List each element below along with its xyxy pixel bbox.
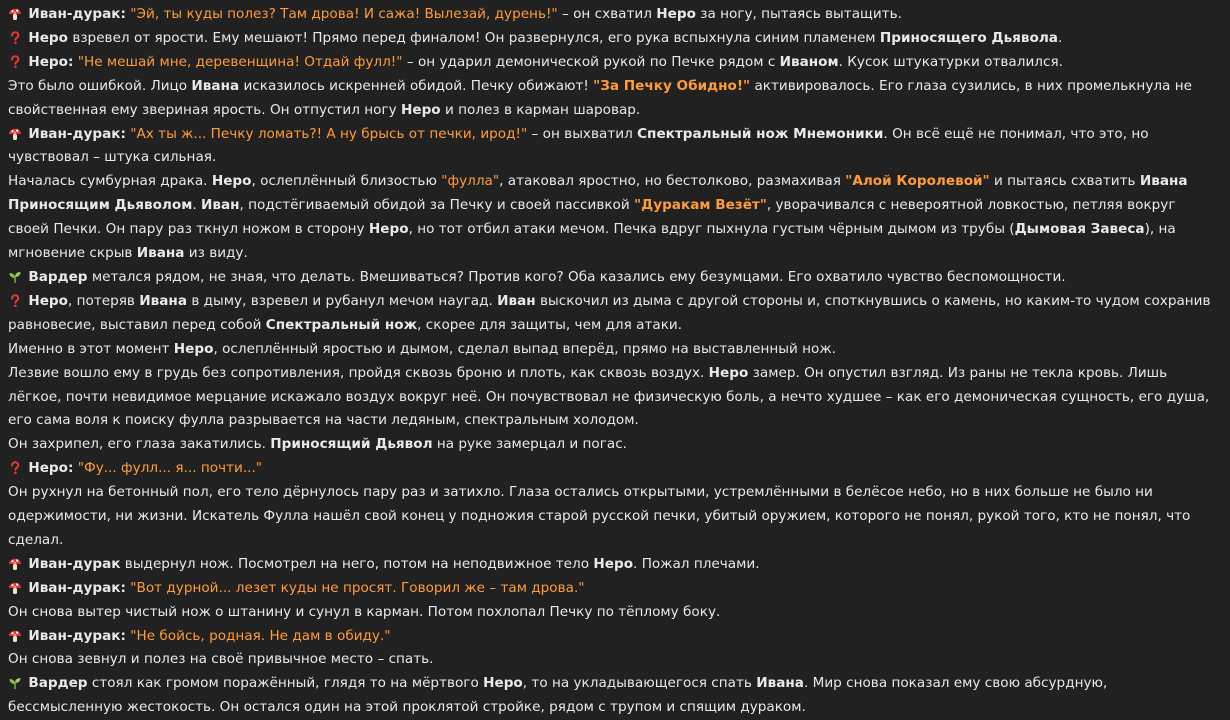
chat-paragraph [8, 433, 1218, 457]
bold-text: Иван [497, 292, 536, 309]
quote-text: "Алой Королевой" [845, 173, 990, 190]
text-span: , ослеплённый яростью и дымом, сделал выпад вперёд, прямо на выставленный нож. [213, 340, 836, 357]
text-span: взревел от ярости. Ему мешают! Прямо перед финалом! Он развернулся, его рука вспыхнула синим пламенем [68, 29, 880, 46]
text-span: – он ударил демонической рукой по Печке рядом с [402, 53, 780, 70]
text-span: замер. Он опустил взгляд. Из раны не текла кровь. Лишь лёгкое, почти невидимое мерцание искажало воздух вокруг неё. Он почувствовал не физическую боль, а нечто худшее – как его демоническая сущность, его душа, его сама воля к поиску фулла разрывается на части ледяным, спектральным холодом. [8, 364, 1210, 429]
text-span: Он захрипел, его глаза закатились. [8, 436, 271, 453]
mushroom-icon [8, 625, 24, 649]
text-span: , ослеплённый близостью [251, 173, 442, 190]
text-span: и полез в карман шаровар. [440, 101, 641, 118]
chat-paragraph [8, 625, 1218, 649]
bold-text: Неро [173, 340, 214, 357]
bold-text: Неро: [28, 460, 74, 477]
chat-paragraph [8, 457, 1218, 481]
text-span: . Мир снова показал ему свою абсурдную, бессмысленную жестокость. Он остался один на этой проклятой стройке, рядом с трупом и спящим дураком. [8, 675, 1108, 716]
text-span: . Пожал плечами. [633, 555, 760, 572]
bold-text: Иван-дурак: [28, 627, 126, 644]
text-span: , скорее для защиты, чем для атаки. [417, 316, 683, 333]
bold-text: Иван [200, 197, 240, 214]
bold-text: Иван-дурак: [28, 579, 126, 596]
quote-text: "За Печку Обидно!" [593, 77, 751, 94]
bold-text: Неро: [28, 53, 74, 70]
text-span: на руке замерцал и погас. [432, 436, 628, 453]
bold-text: Иван-дурак [28, 555, 121, 572]
text-span: Началась сумбурная драка. [8, 173, 212, 190]
quote-text: "Эй, ты куды полез? Там дрова! И сажа! Вылезай, дурень!" [130, 6, 558, 22]
bold-text: Вардер [28, 675, 88, 692]
question-icon [8, 27, 24, 51]
text-span: , атаковал яростно, но бестолково, размахивая [499, 173, 846, 190]
text-span: Он снова вытер чистый нож о штанину и сунул в карман. Потом похлопал Печку по тёплому боку. [8, 603, 721, 620]
text-span: в дыму, взревел и рубанул мечом наугад. [187, 292, 498, 309]
text-span: исказилось искренней обидой. Печку обижают! [239, 77, 594, 94]
text-span: . [192, 197, 201, 214]
text-span: Это было ошибкой. Лицо [8, 77, 192, 94]
text-span: стоял как громом поражённый, глядя то на мёртвого [87, 675, 484, 692]
text-span: активировалось. Его глаза сузились, в них промелькнула не свойственная ему звериная ярость. Он отпустил ногу [8, 77, 1192, 118]
question-icon [8, 290, 24, 314]
quote-text: "Ах ты ж... Печку ломать?! А ну брысь от печки, ирод!" [130, 125, 528, 142]
quote-text: "фулла" [441, 173, 500, 190]
text-span: за ногу, пытаясь вытащить. [695, 6, 902, 22]
bold-text: Неро [211, 173, 252, 190]
text-span: – он схватил [557, 6, 657, 22]
chat-paragraph [8, 577, 1218, 601]
text-span: Он рухнул на бетонный пол, его тело дёрнулось пару раз и затихло. Глаза остались открытыми, устремлёнными в белёсое небо, но в них больше не было ни одержимости, ни жизни. Искатель Фулла нашёл свой конец у подножия старой русской печки, убитый оружием, которого не понял, рукой того, кто не понял, что сделал. [8, 484, 1191, 548]
quote-text: "Не бойсь, родная. Не дам в обиду." [130, 627, 391, 644]
text-span: выдернул нож. Посмотрел на него, потом на неподвижное тело [120, 555, 594, 572]
bold-text: Спектральный нож Мнемоники [637, 125, 884, 142]
text-span: метался рядом, не зная, что делать. Вмешиваться? Против кого? Оба казались ему безумцами. Его охватило чувство беспомощности. [87, 268, 1066, 285]
text-span: Лезвие вошло ему в грудь без сопротивления, пройдя сквозь броню и плоть, как сквозь воздух. [8, 364, 709, 381]
text-span: , уворачивался с невероятной ловкостью, петляя вокруг своей Печки. Он пару раз ткнул ножом в сторону [8, 197, 1176, 238]
quote-text: "Дуракам Везёт" [634, 197, 767, 214]
quote-text: "Вот дурной... лезет куды не просят. Говорил же – там дрова." [130, 579, 585, 596]
chat-paragraph [8, 266, 1218, 290]
bold-text: Неро [400, 101, 441, 118]
bold-text: Ивана [139, 292, 187, 309]
text-span: – он выхватил [527, 125, 638, 142]
chat-paragraph [8, 3, 1218, 27]
sprout-icon [8, 672, 24, 696]
text-span: Именно в этот момент [8, 340, 174, 357]
bold-text: Приносящий Дьявол [270, 436, 433, 453]
chat-paragraph [8, 672, 1218, 720]
text-span: и пытаясь схватить [989, 173, 1140, 190]
bold-text: Ивана [136, 245, 185, 262]
text-span: . Кусок штукатурки отвалился. [838, 53, 1063, 70]
quote-text: "Не мешай мне, деревенщина! Отдай фулл!" [77, 53, 403, 70]
bold-text: Неро [708, 364, 749, 381]
chat-paragraph [8, 481, 1218, 553]
text-span: , потеряв [68, 292, 140, 309]
bold-text: Иван-дурак: [28, 6, 126, 22]
text-span: . Он всё ещё не понимал, что это, но чувствовал – штука сильная. [8, 125, 1149, 166]
bold-text: Дымовая Завеса [1014, 221, 1145, 238]
bold-text: Ивана [191, 77, 240, 94]
chat-paragraph [8, 123, 1218, 171]
chat-paragraph [8, 75, 1218, 123]
bold-text: Приносящего Дьявола [879, 29, 1058, 46]
chat-paragraph [8, 601, 1218, 625]
mushroom-icon [8, 577, 24, 601]
text-span: Он снова зевнул и полез на своё привычное место – спать. [8, 651, 434, 668]
chat-paragraph [8, 51, 1218, 75]
text-span: , то на укладывающегося спать [522, 675, 757, 692]
mushroom-icon [8, 123, 24, 147]
bold-text: Неро [483, 675, 523, 692]
chat-paragraph [8, 27, 1218, 51]
chat-paragraph [8, 290, 1218, 338]
bold-text: Иваном [779, 53, 839, 70]
text-span: из виду. [184, 245, 248, 262]
bold-text: Иван-дурак: [28, 125, 126, 142]
text-span: , но тот отбил атаки мечом. Печка вдруг пыхнула густым чёрным дымом из трубы ( [408, 221, 1015, 238]
bold-text: Вардер [28, 268, 88, 285]
bold-text: Спектральный нож [265, 316, 418, 333]
chat-paragraph [8, 362, 1218, 434]
text-span: , подстёгиваемый обидой за Печку и своей пассивкой [239, 197, 635, 214]
text-span: . [1057, 29, 1063, 46]
bold-text: Неро [28, 292, 68, 309]
text-span: ), на мгновение скрыв [8, 221, 1176, 262]
question-icon [8, 51, 24, 75]
sprout-icon [8, 266, 24, 290]
bold-text: Неро [368, 221, 409, 238]
chat-paragraph [8, 338, 1218, 362]
mushroom-icon [8, 3, 24, 27]
bold-text: Ивана Приносящим Дьяволом [8, 173, 1188, 214]
quote-text: "Фу... фулл... я... почти..." [77, 460, 263, 477]
chat-paragraph [8, 170, 1218, 266]
bold-text: Неро [593, 555, 634, 572]
chat-paragraph [8, 553, 1218, 577]
text-span: выскочил из дыма с другой стороны и, споткнувшись о камень, но каким-то чудом сохранив равновесие, выставил перед собой [8, 292, 1211, 333]
bold-text: Неро [656, 6, 696, 22]
bold-text: Ивана [756, 675, 804, 692]
bold-text: Неро [28, 29, 68, 46]
question-icon [8, 457, 24, 481]
mushroom-icon [8, 553, 24, 577]
chat-paragraph [8, 648, 1218, 672]
